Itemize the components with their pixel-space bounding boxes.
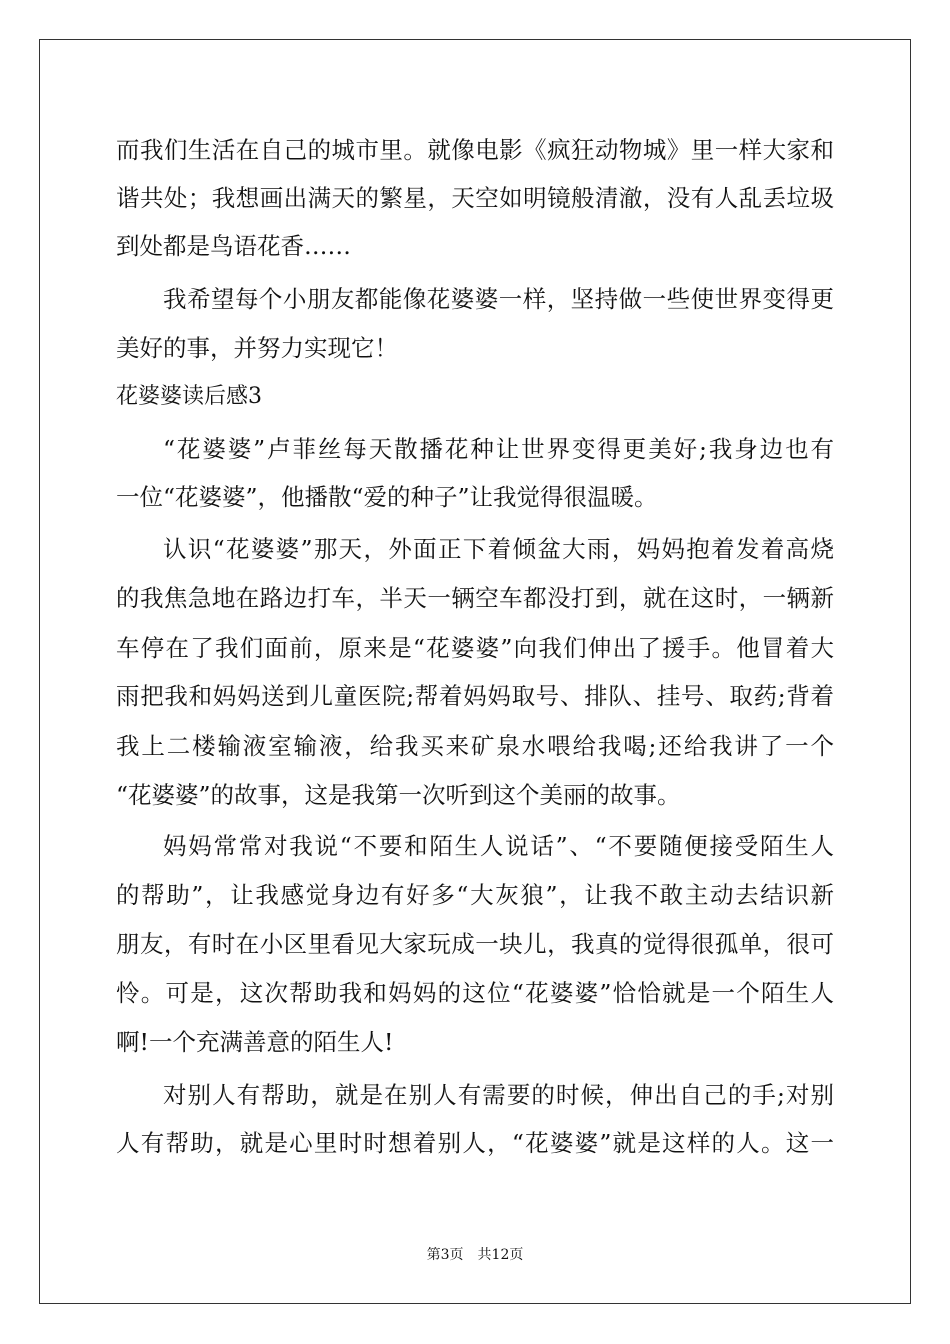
paragraph-1-line-1: 而我们生活在自己的城市里。就像电影《疯狂动物城》里一样大家和 [116, 136, 834, 164]
paragraph-4-line-3: 车停在了我们面前，原来是“花婆婆”向我们伸出了援手。他冒着大 [116, 634, 834, 662]
section-heading: 花婆婆读后感3 [116, 384, 262, 409]
paragraph-2-line-1: 我希望每个小朋友都能像花婆婆一样，坚持做一些使世界变得更 [163, 285, 834, 313]
paragraph-1-line-2: 谐共处；我想画出满天的繁星，天空如明镜般清澈，没有人乱丢垃圾 [116, 184, 834, 212]
paragraph-5-line-5: 啊!一个充满善意的陌生人! [116, 1028, 394, 1056]
paragraph-5-line-4: 怜。可是，这次帮助我和妈妈的这位“花婆婆”恰恰就是一个陌生人 [116, 979, 834, 1007]
paragraph-6-line-2: 人有帮助，就是心里时时想着别人，“花婆婆”就是这样的人。这一 [116, 1129, 834, 1157]
paragraph-4-line-2: 的我焦急地在路边打车，半天一辆空车都没打到，就在这时，一辆新 [116, 584, 834, 612]
paragraph-5-line-3: 朋友，有时在小区里看见大家玩成一块儿，我真的觉得很孤单，很可 [116, 930, 834, 958]
paragraph-6-line-1: 对别人有帮助，就是在别人有需要的时候，伸出自己的手;对别 [163, 1081, 834, 1109]
paragraph-2-line-2: 美好的事，并努力实现它！ [116, 334, 398, 362]
page-number: 第3页 共12页 [426, 1247, 524, 1263]
paragraph-4-line-5: 我上二楼输液室输液，给我买来矿泉水喂给我喝;还给我讲了一个 [116, 732, 834, 760]
paragraph-5-line-1: 妈妈常常对我说“不要和陌生人说话”、“不要随便接受陌生人 [163, 832, 834, 860]
paragraph-3-line-1: “花婆婆”卢菲丝每天散播花种让世界变得更美好;我身边也有 [163, 435, 834, 463]
paragraph-5-line-2: 的帮助”，让我感觉身边有好多“大灰狼”，让我不敢主动去结识新 [116, 881, 834, 909]
paragraph-3-line-2: 一位“花婆婆”，他播散“爱的种子”让我觉得很温暖。 [116, 483, 658, 511]
paragraph-4-line-4: 雨把我和妈妈送到儿童医院;帮着妈妈取号、排队、挂号、取药;背着 [116, 682, 834, 710]
paragraph-4-line-6: “花婆婆”的故事，这是我第一次听到这个美丽的故事。 [116, 781, 681, 809]
paragraph-1-line-3: 到处都是鸟语花香…… [116, 232, 351, 260]
page-border [39, 39, 911, 1304]
paragraph-4-line-1: 认识“花婆婆”那天，外面正下着倾盆大雨，妈妈抱着发着高烧 [163, 535, 834, 563]
